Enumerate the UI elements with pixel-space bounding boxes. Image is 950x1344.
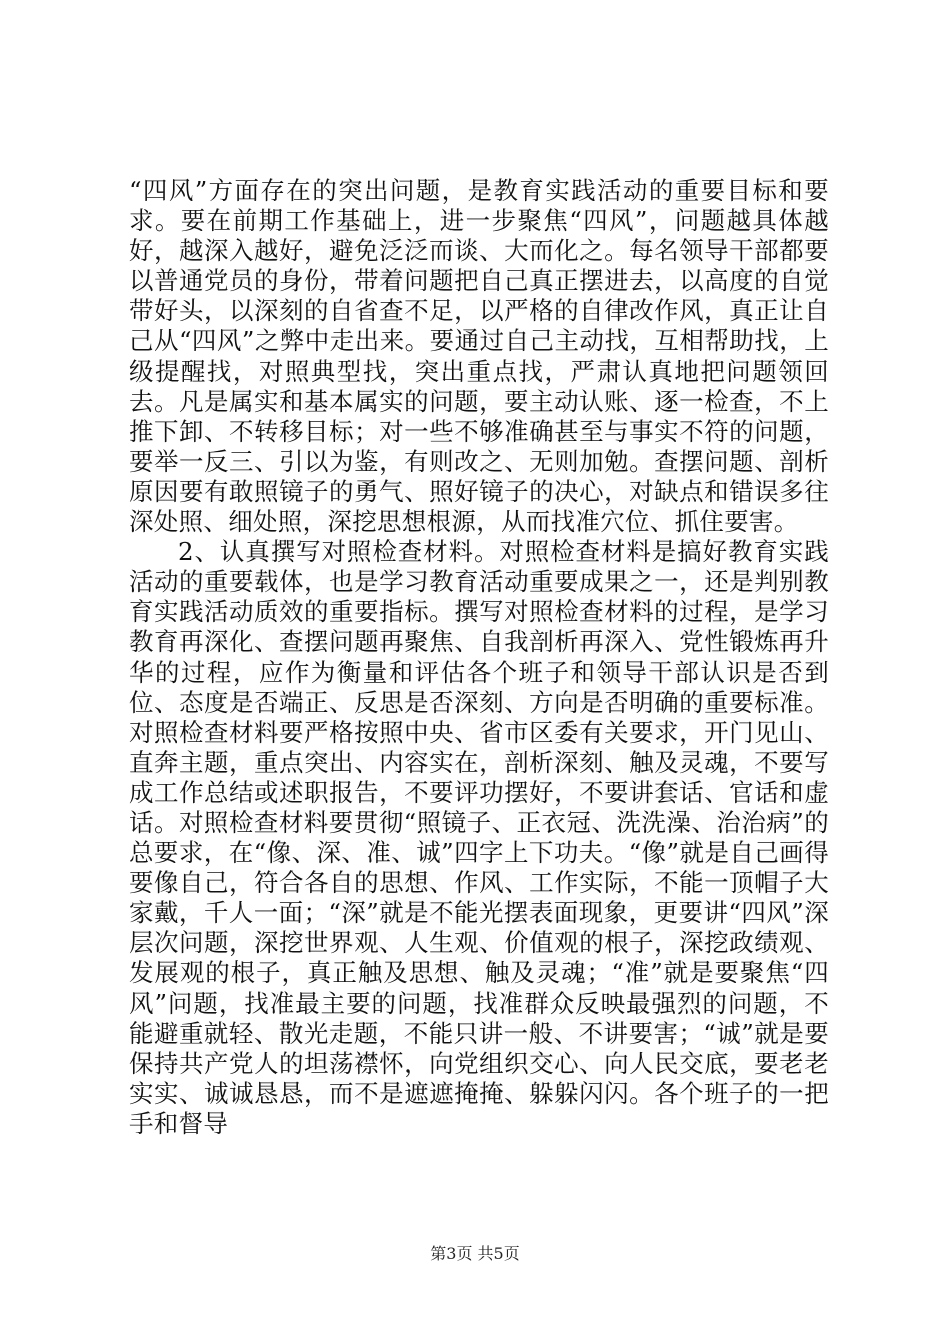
document-body [129, 176, 829, 1139]
paragraph-section-2: 2、认真撰写对照检查材料。对照检查材料是搞好教育实践活动的重要载体，也是学习教育活动重要成果之一，还是判别教育实践活动质效的重要指标。撰写对照检查材料的过程，是学习教育再深化、查摆问题再聚焦、自我剖析再深入、党性锻炼再升华的过程，应作为衡量和评估各个班子和领导干部认识是否到位、态度是否端正、反思是否深刻、方向是否明确的重要标准。对照检查材料要严格按照中央、省市区委有关要求，开门见山、直奔主题，重点突出、内容实在，剖析深刻、触及灵魂，不要写成工作总结或述职报告，不要评功摆好，不要讲套话、官话和虚话。对照检查材料要贯彻“照镜子、正衣冠、洗洗澡、治治病”的总要求，在“像、深、准、诚”四字上下功夫。“像”就是自己画得要像自己，符合各自的思想、作风、工作实际，不能一顶帽子大家戴，千人一面；“深”就是不能光摆表面现象，更要讲“四风”深层次问题，深挖世界观、人生观、价值观的根子，深挖政绩观、发展观的根子，真正触及思想、触及灵魂；“准”就是要聚焦“四风”问题，找准最主要的问题，找准群众反映最强烈的问题，不能避重就轻、散光走题，不能只讲一般、不讲要害；“诚”就是要保持共产党人的坦荡襟怀，向党组织交心、向人民交底，要老老实实、诚诚恳恳，而不是遮遮掩掩、躲躲闪闪。各个班子的一把手和督导 [129, 537, 830, 1138]
paragraph-continuation: “四风”方面存在的突出问题，是教育实践活动的重要目标和要求。要在前期工作基础上，进一步聚焦“四风”，问题越具体越好，越深入越好，避免泛泛而谈、大而化之。每名领导干部都要以普通党员的身份，带着问题把自己真正摆进去，以高度的自觉带好头，以深刻的自省查不足，以严格的自律改作风，真正让自己从“四风”之弊中走出来。要通过自己主动找，互相帮助找，上级提醒找，对照典型找，突出重点找，严肃认真地把问题领回去。凡是属实和基本属实的问题，要主动认账、逐一检查，不上推下卸、不转移目标；对一些不够准确甚至与事实不符的问题，要举一反三、引以为鉴，有则改之、无则加勉。查摆问题、剖析原因要有敢照镜子的勇气、照好镜子的决心，对缺点和错误多往深处照、细处照，深挖思想根源，从而找准穴位、抓住要害。 [129, 176, 829, 537]
page-footer: 第3页 共5页 [430, 1244, 520, 1263]
